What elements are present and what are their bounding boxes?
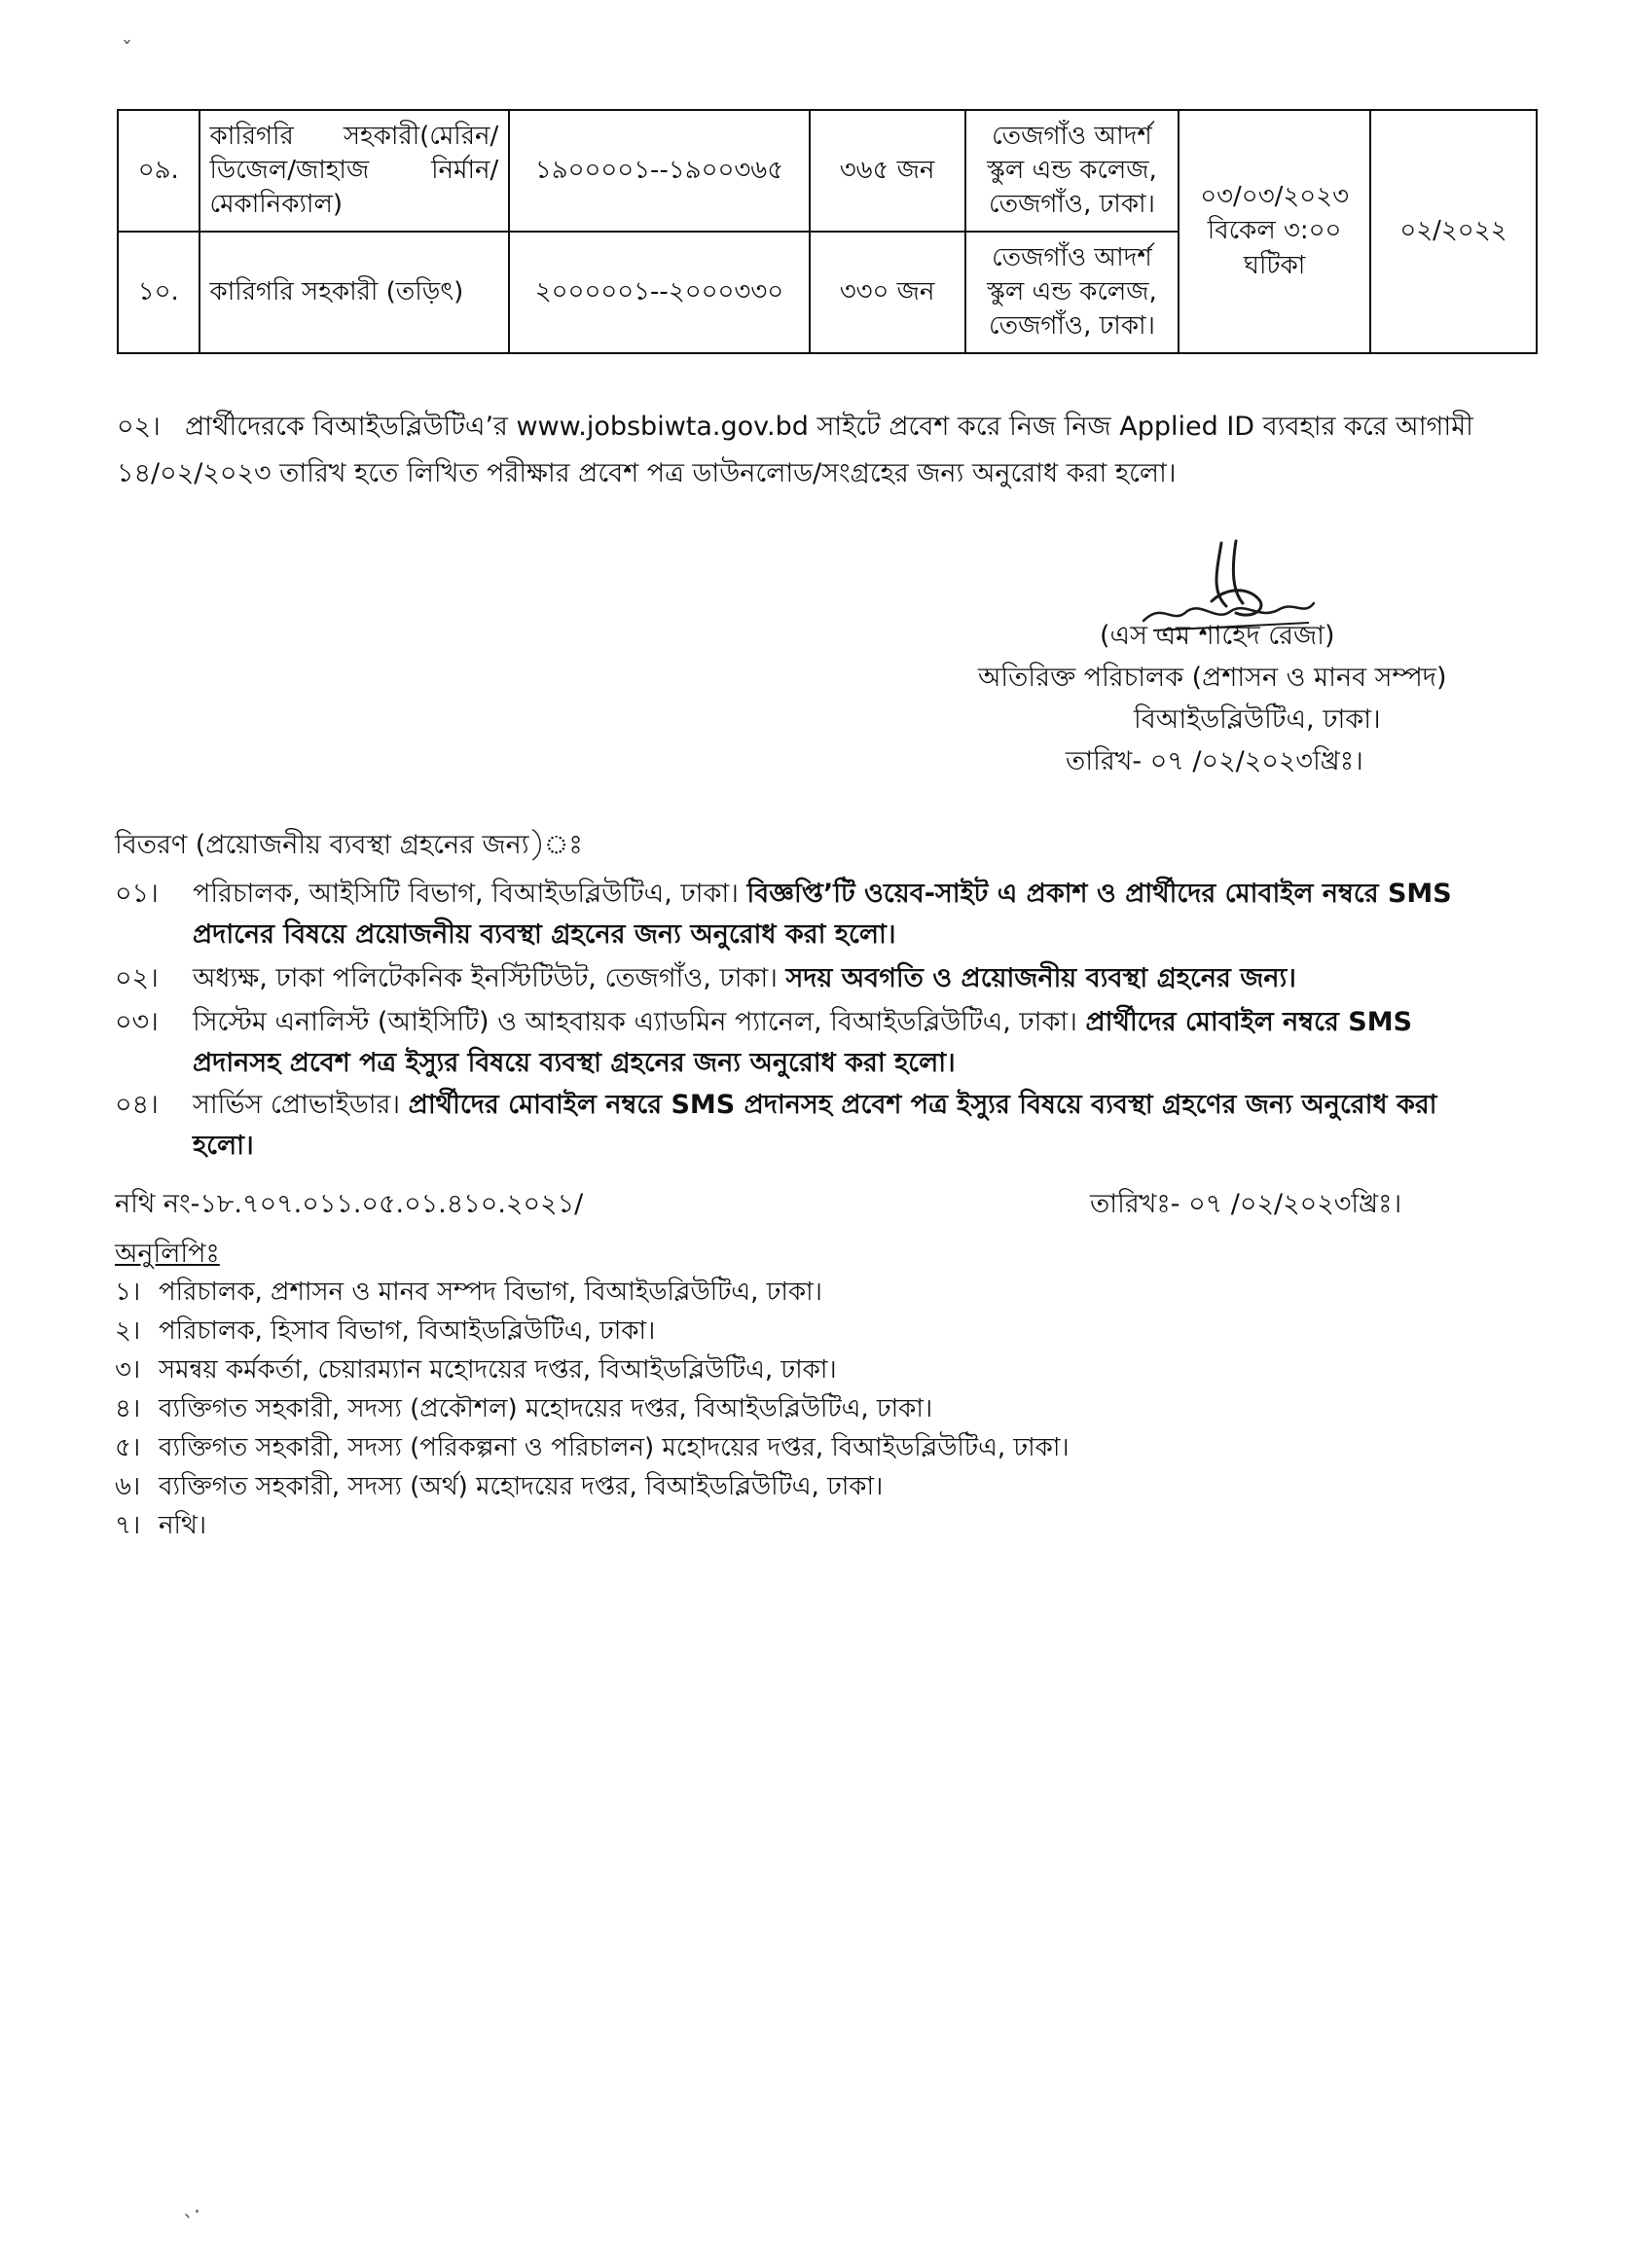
scan-mark: ˎ. [183,2194,200,2218]
distribution-recipient: অধ্যক্ষ, ঢাকা পলিটেকনিক ইনস্টিটিউট, তেজগাঁও, ঢাকা। [193,963,778,993]
distribution-item: ০১। পরিচালক, আইসিটি বিভাগ, বিআইডব্লিউটিএ, ঢাকা। বিজ্ঞপ্তি’টি ওয়েব-সাইট এ প্রকাশ ও প্রার্থীদের মোবাইল নম্বরে SMS প্রদানের বিষয়ে প্রয়োজনীয় ব্যবস্থা গ্রহনের জন্য অনুরোধ করা হলো। [115,879,1452,950]
copy-recipient: ২। পরিচালক, হিসাব বিভাগ, বিআইডব্লিউটিএ, ঢাকা। [115,1316,656,1346]
copy-recipient: ৫। ব্যক্তিগত সহকারী, সদস্য (পরিকল্পনা ও পরিচালন) মহোদয়ের দপ্তর, বিআইডব্লিউটিএ, ঢাকা। [115,1433,1070,1462]
copy-recipient: ৩। সমন্বয় কর্মকর্তা, চেয়ারম্যান মহোদয়ের দপ্তর, বিআইডব্লিউটিএ, ঢাকা। [115,1355,837,1385]
circular-ref-cell: ০২/২০২২ [1370,110,1537,353]
signatory-name: (এস এম শাহেদ রেজা) [1100,621,1335,651]
memo-number: নথি নং-১৮.৭০৭.০১১.০৫.০১.৪১০.২০২১/ [115,1189,584,1219]
post-name-cell: কারিগরি সহকারী (তড়িৎ) [200,232,510,353]
distribution-recipient: পরিচালক, আইসিটি বিভাগ, বিআইডব্লিউটিএ, ঢাকা। [193,879,739,909]
signatory-organization: বিআইডব্লিউটিএ, ঢাকা। [1134,704,1381,735]
copies-heading: অনুলিপিঃ [115,1239,220,1269]
notice-paragraph [117,404,1528,497]
candidate-count-cell: ৩৩০ জন [810,232,965,353]
copy-recipient: ১। পরিচালক, প্রশাসন ও মানব সম্পদ বিভাগ, বিআইডব্লিউটিএ, ঢাকা। [115,1278,822,1307]
roll-range-cell: ১৯০০০০১--১৯০০৩৬৫ [509,110,809,232]
post-name-cell: কারিগরি সহকারী(মেরিন/ ডিজেল/জাহাজ নির্মান/ মেকানিক্যাল) [200,110,510,232]
distribution-item: ০২। অধ্যক্ষ, ঢাকা পলিটেকনিক ইনস্টিটিউট, তেজগাঁও, ঢাকা। সদয় অবগতি ও প্রয়োজনীয় ব্যবস্থা গ্রহনের জন্য। [115,963,1296,993]
copy-recipient: ৭। নথি। [115,1511,207,1540]
distribution-instruction: সদয় অবগতি ও প্রয়োজনীয় ব্যবস্থা গ্রহনের জন্য। [785,963,1296,993]
serial-cell: ০৯. [118,110,200,232]
exam-datetime-cell: ০৩/০৩/২০২৩ বিকেল ৩:০০ ঘটিকা [1179,110,1369,353]
copy-recipient: ৪। ব্যক্তিগত সহকারী, সদস্য (প্রকৌশল) মহোদয়ের দপ্তর, বিআইডব্লিউটিএ, ঢাকা। [115,1394,933,1423]
serial-cell: ১০. [118,232,200,353]
distribution-instruction: প্রার্থীদের মোবাইল নম্বরে SMS প্রদানসহ প্রবেশ পত্র ইস্যুর বিষয়ে ব্যবস্থা গ্রহনের জন্য অনুরোধ করা হলো। [193,1007,1413,1078]
distribution-item: ০৩। সিস্টেম এনালিস্ট (আইসিটি) ও আহবায়ক এ্যাডমিন প্যানেল, বিআইডব্লিউটিএ, ঢাকা। প্রার্থীদের মোবাইল নম্বরে SMS প্রদানসহ প্রবেশ পত্র ইস্যুর বিষয়ে ব্যবস্থা গ্রহনের জন্য অনুরোধ করা হলো। [115,1007,1413,1078]
distribution-instruction: বিজ্ঞপ্তি’টি ওয়েব-সাইট এ প্রকাশ ও প্রার্থীদের মোবাইল নম্বরে SMS প্রদানের বিষয়ে প্রয়োজনীয় ব্যবস্থা গ্রহনের জন্য অনুরোধ করা হলো। [193,879,1452,950]
candidate-count-cell: ৩৬৫ জন [810,110,965,232]
venue-cell: তেজগাঁও আদর্শ স্কুল এন্ড কলেজ, তেজগাঁও, ঢাকা। [965,110,1179,232]
distribution-heading: বিতরণ (প্রয়োজনীয় ব্যবস্থা গ্রহনের জন্য)ঃ [115,830,583,860]
paragraph-text: প্রার্থীদেরকে বিআইডব্লিউটিএ’র www.jobsbiwta.gov.bd সাইটে প্রবেশ করে নিজ নিজ Applied ID ব্যবহার করে আগামী ১৪/০২/২০২৩ তারিখ হতে লিখিত পরীক্ষার প্রবেশ পত্র ডাউনলোড/সংগ্রহের জন্য অনুরোধ করা হলো। [117,412,1473,488]
signature-date: তারিখ- ০৭ /০২/২০২৩খ্রিঃ। [1066,746,1363,776]
distribution-recipient: সার্ভিস প্রোভাইডার। [193,1090,401,1120]
distribution-instruction: প্রার্থীদের মোবাইল নম্বরে SMS প্রদানসহ প্রবেশ পত্র ইস্যুর বিষয়ে ব্যবস্থা গ্রহণের জন্য অনুরোধ করা হলো। [193,1090,1437,1161]
exam-schedule-table [117,109,1538,354]
distribution-item: ০৪। সার্ভিস প্রোভাইডার। প্রার্থীদের মোবাইল নম্বরে SMS প্রদানসহ প্রবেশ পত্র ইস্যুর বিষয়ে ব্যবস্থা গ্রহণের জন্য অনুরোধ করা হলো। [115,1090,1437,1161]
scan-mark: ˇ [122,39,132,63]
distribution-recipient: সিস্টেম এনালিস্ট (আইসিটি) ও আহবায়ক এ্যাডমিন প্যানেল, বিআইডব্লিউটিএ, ঢাকা। [193,1007,1077,1037]
table-row [118,110,1537,232]
copy-recipient: ৬। ব্যক্তিগত সহকারী, সদস্য (অর্থ) মহোদয়ের দপ্তর, বিআইডব্লিউটিএ, ঢাকা। [115,1472,884,1501]
memo-date: তারিখঃ- ০৭ /০২/২০২৩খ্রিঃ। [1090,1189,1402,1219]
venue-cell: তেজগাঁও আদর্শ স্কুল এন্ড কলেজ, তেজগাঁও, ঢাকা। [965,232,1179,353]
roll-range-cell: ২০০০০০১--২০০০৩৩০ [509,232,809,353]
paragraph-number: ০২। [117,412,161,442]
signatory-designation: অতিরিক্ত পরিচালক (প্রশাসন ও মানব সম্পদ) [978,663,1447,693]
